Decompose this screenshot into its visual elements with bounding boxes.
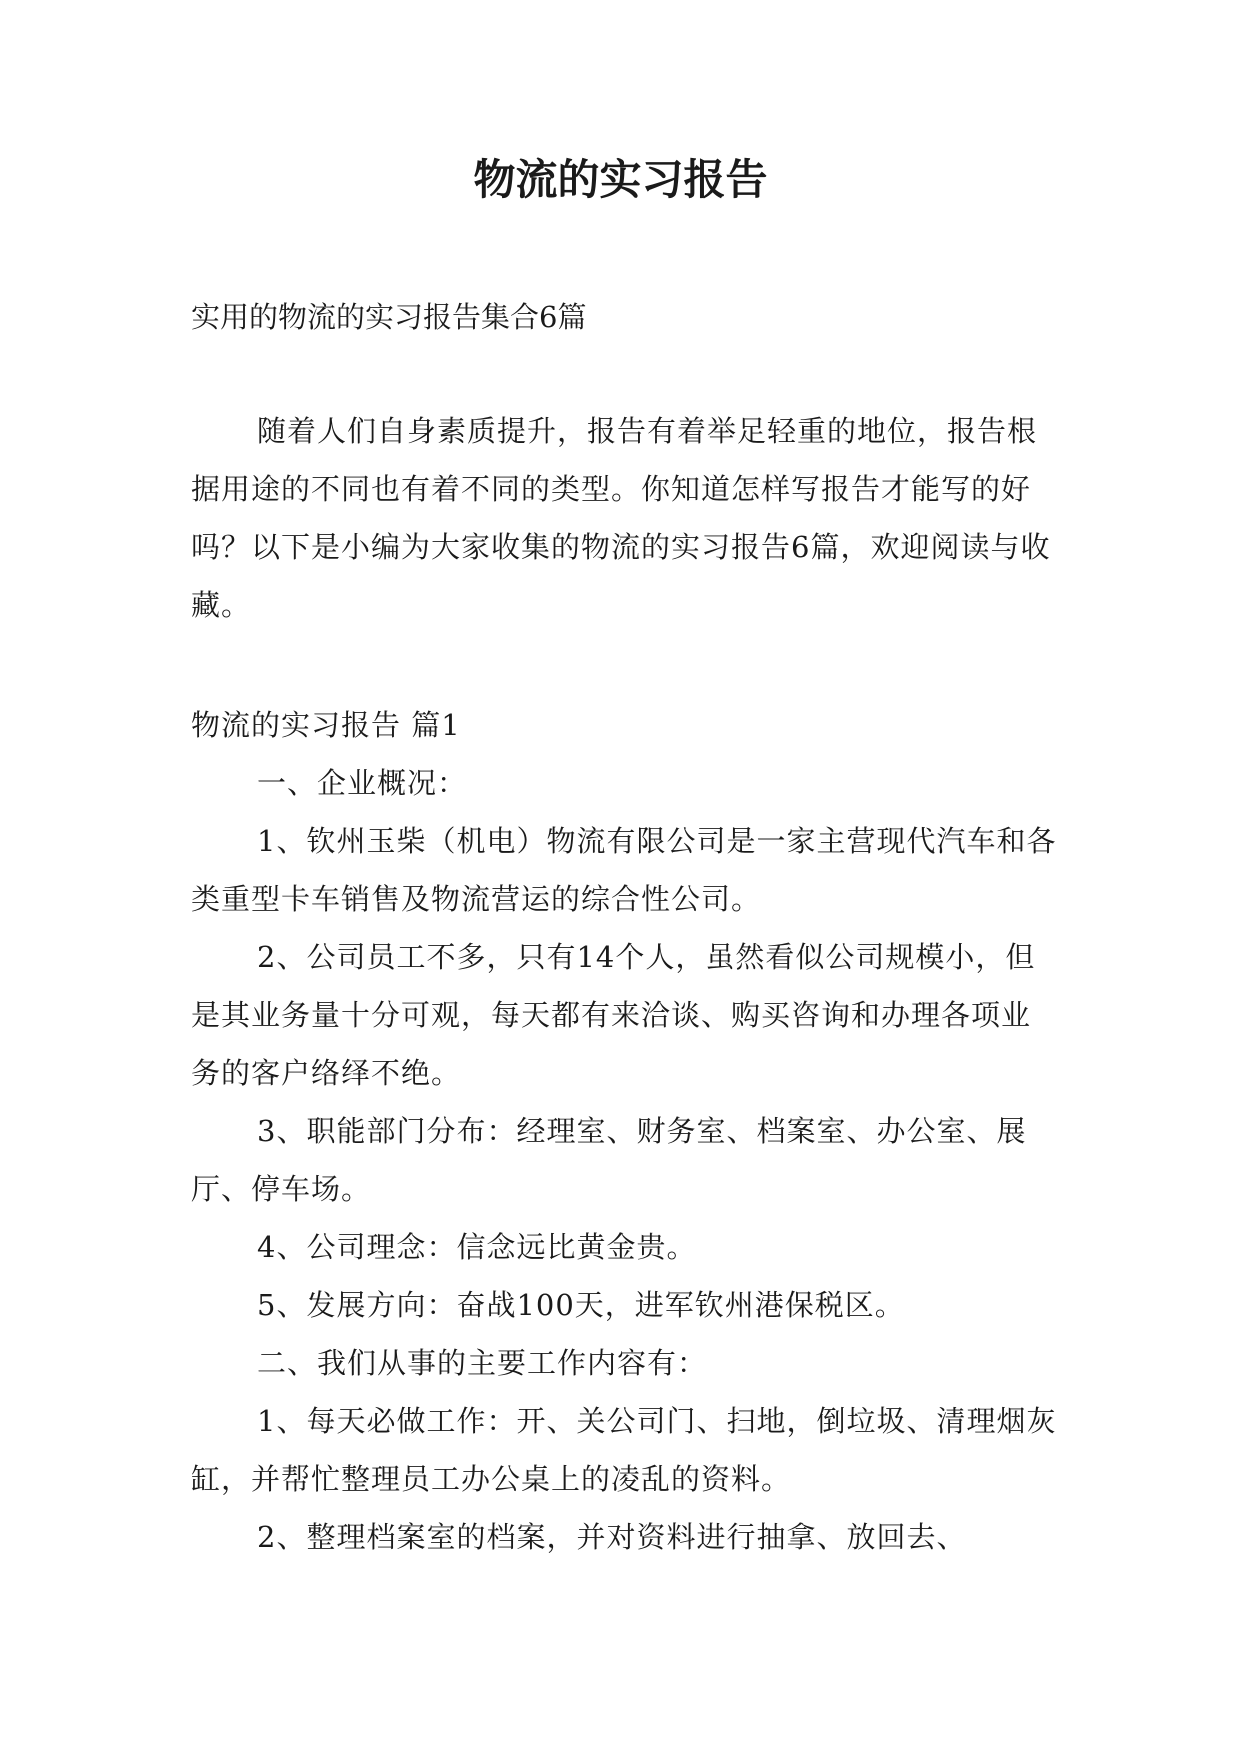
- paragraph: 2、整理档案室的档案，并对资料进行抽拿、放回去、: [257, 1520, 967, 1554]
- paragraph: 2、公司员工不多，只有14个人，虽然看似公司规模小，但是其业务量十分可观，每天都有来洽谈、购买咨询和办理各项业务的客户络绎不绝。: [191, 940, 1036, 1090]
- document-subtitle: 实用的物流的实习报告集合6篇: [191, 300, 587, 334]
- document-title: 物流的实习报告: [473, 155, 768, 204]
- paragraph: 1、钦州玉柴（机电）物流有限公司是一家主营现代汽车和各类重型卡车销售及物流营运的综合性公司。: [191, 824, 1057, 916]
- section-heading: 物流的实习报告 篇1: [191, 708, 461, 742]
- section-1: [191, 696, 1059, 1566]
- intro-paragraph: 随着人们自身素质提升，报告有着举足轻重的地位，报告根据用途的不同也有着不同的类型。你知道怎样写报告才能写的好吗？以下是小编为大家收集的物流的实习报告6篇，欢迎阅读与收藏。: [191, 414, 1051, 622]
- paragraph: 5、发展方向：奋战100天，进军钦州港保税区。: [257, 1288, 905, 1322]
- paragraph: 3、职能部门分布：经理室、财务室、档案室、办公室、展厅、停车场。: [191, 1114, 1027, 1206]
- paragraph: 一、企业概况：: [257, 766, 468, 800]
- paragraph: 4、公司理念：信念远比黄金贵。: [257, 1230, 697, 1264]
- paragraph: 二、我们从事的主要工作内容有：: [257, 1346, 708, 1380]
- paragraph: 1、每天必做工作：开、关公司门、扫地，倒垃圾、清理烟灰缸，并帮忙整理员工办公桌上的凌乱的资料。: [191, 1404, 1057, 1496]
